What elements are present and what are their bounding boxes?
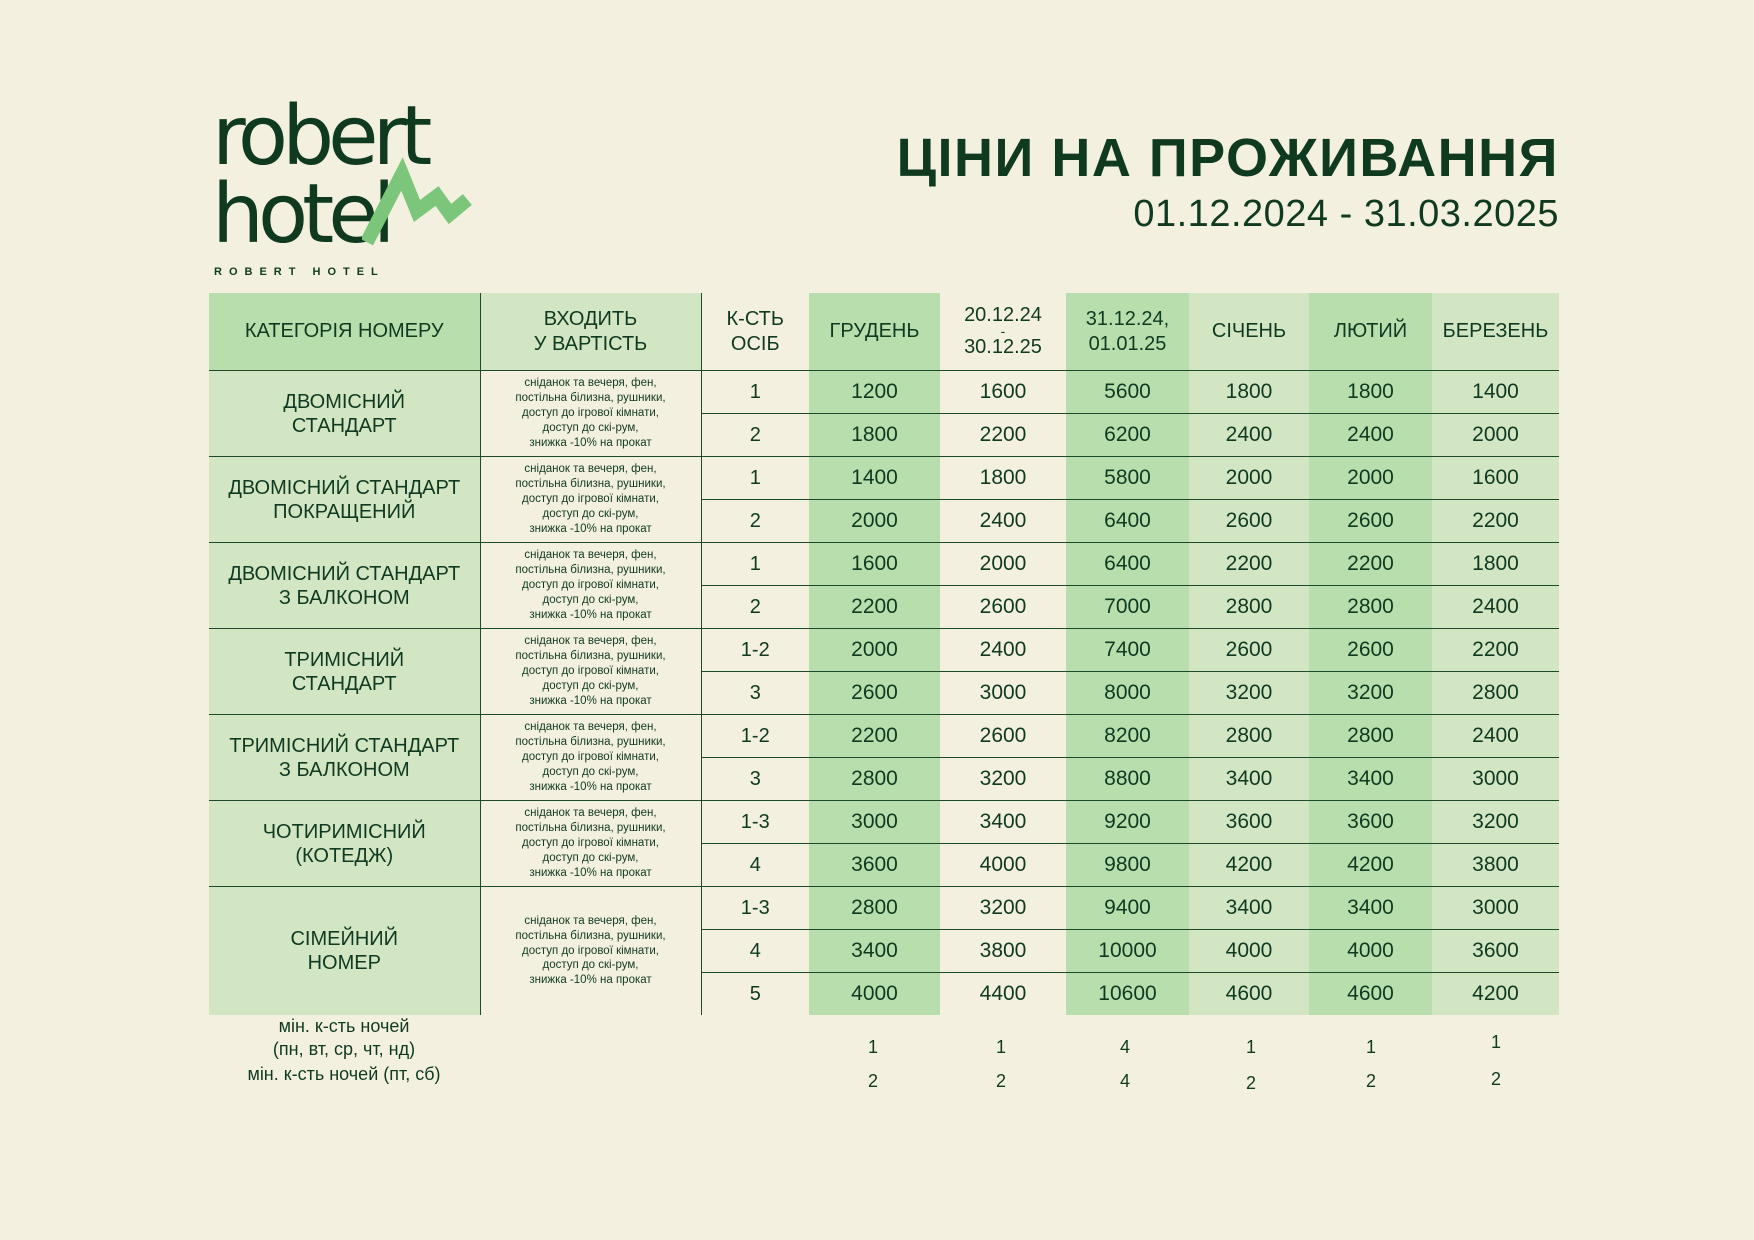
included-services-line: знижка -10% на прокат xyxy=(529,866,652,879)
price-holiday1: 2600 xyxy=(940,586,1066,629)
included-services-line: доступ до ігрової кімнати, xyxy=(522,579,659,592)
included-services xyxy=(480,629,701,715)
logo-word-hotel: hotel xyxy=(212,167,390,262)
price-december: 2000 xyxy=(809,500,940,543)
persons-count: 2 xyxy=(701,586,809,629)
price-january: 1800 xyxy=(1189,371,1309,414)
price-december: 2200 xyxy=(809,586,940,629)
room-category-line: З БАЛКОНОМ xyxy=(278,586,410,609)
hotel-logo xyxy=(212,89,492,278)
included-services-line: знижка -10% на прокат xyxy=(529,694,652,707)
page-heading xyxy=(897,130,1559,236)
header-january: СІЧЕНЬ xyxy=(1189,293,1309,371)
price-february: 3200 xyxy=(1309,672,1432,715)
included-services-line: доступ до ігрової кімнати, xyxy=(522,665,659,678)
price-march: 3200 xyxy=(1432,801,1559,844)
price-march: 1600 xyxy=(1432,457,1559,500)
room-category xyxy=(209,715,480,801)
price-march: 2200 xyxy=(1432,629,1559,672)
included-services xyxy=(480,371,701,457)
price-march: 3000 xyxy=(1432,758,1559,801)
room-category-line: (КОТЕДЖ) xyxy=(295,844,394,867)
persons-count: 1-3 xyxy=(701,887,809,930)
included-services xyxy=(480,543,701,629)
price-holiday1: 2400 xyxy=(940,500,1066,543)
price-march: 1800 xyxy=(1432,543,1559,586)
room-category xyxy=(209,457,480,543)
min-nights-section xyxy=(209,1015,1559,1103)
persons-count: 2 xyxy=(701,414,809,457)
price-january: 3400 xyxy=(1189,887,1309,930)
included-services-line: доступ до скі-рум, xyxy=(542,507,639,520)
price-february: 4000 xyxy=(1309,930,1432,973)
price-december: 1200 xyxy=(809,371,940,414)
persons-count: 1 xyxy=(701,543,809,586)
included-services-line: доступ до скі-рум, xyxy=(542,593,639,606)
price-holiday2: 8800 xyxy=(1066,758,1189,801)
room-category-line: ЧОТИРИМІСНИЙ xyxy=(262,820,426,843)
table-body xyxy=(209,371,1559,1016)
price-february: 2600 xyxy=(1309,629,1432,672)
price-holiday1: 3200 xyxy=(940,887,1066,930)
included-services-line: доступ до скі-рум, xyxy=(542,421,639,434)
header-includes: ВХОДИТЬ У ВАРТІСТЬ xyxy=(480,293,701,371)
price-holiday1: 1800 xyxy=(940,457,1066,500)
price-january: 4000 xyxy=(1189,930,1309,973)
price-march: 2400 xyxy=(1432,715,1559,758)
min-nights-weekend-december: 2 xyxy=(867,1071,878,1091)
price-february: 2800 xyxy=(1309,586,1432,629)
price-december: 1600 xyxy=(809,543,940,586)
price-december: 2200 xyxy=(809,715,940,758)
price-january: 2000 xyxy=(1189,457,1309,500)
room-category-line: СТАНДАРТ xyxy=(291,672,397,695)
min-nights-weekday-holiday1: 1 xyxy=(995,1037,1006,1057)
page-title: ЦІНИ НА ПРОЖИВАННЯ xyxy=(896,128,1559,188)
room-category-line: З БАЛКОНОМ xyxy=(278,758,410,781)
included-services-line: сніданок та вечеря, фен, xyxy=(524,377,657,390)
min-nights-weekend-holiday1: 2 xyxy=(995,1071,1006,1091)
price-holiday1: 2600 xyxy=(940,715,1066,758)
price-january: 2800 xyxy=(1189,715,1309,758)
price-holiday1: 2400 xyxy=(940,629,1066,672)
min-nights-weekend-row xyxy=(209,1063,1559,1103)
price-holiday2: 5800 xyxy=(1066,457,1189,500)
header-march: БЕРЕЗЕНЬ xyxy=(1432,293,1559,371)
price-february: 2000 xyxy=(1309,457,1432,500)
logo-word-robert: robert xyxy=(212,89,427,184)
header-december: ГРУДЕНЬ xyxy=(809,293,940,371)
persons-count: 1-2 xyxy=(701,715,809,758)
room-category xyxy=(209,629,480,715)
price-february: 1800 xyxy=(1309,371,1432,414)
price-january: 2600 xyxy=(1189,629,1309,672)
price-december: 3400 xyxy=(809,930,940,973)
price-holiday1: 2200 xyxy=(940,414,1066,457)
price-holiday2: 6400 xyxy=(1066,543,1189,586)
persons-count: 5 xyxy=(749,982,761,1005)
price-february: 3600 xyxy=(1309,801,1432,844)
price-february: 2600 xyxy=(1309,500,1432,543)
price-march: 2200 xyxy=(1432,500,1559,543)
included-services xyxy=(480,457,701,543)
price-holiday2: 5600 xyxy=(1066,371,1189,414)
price-january: 3200 xyxy=(1189,672,1309,715)
min-nights-weekend-january: 2 xyxy=(1245,1073,1256,1093)
header-persons: К-СТЬ ОСІБ xyxy=(701,293,809,371)
persons-count: 3 xyxy=(701,758,809,801)
price-february: 4600 xyxy=(1309,973,1432,1016)
logo-caption: ROBERT HOTEL xyxy=(214,266,385,278)
price-march: 2000 xyxy=(1432,414,1559,457)
included-services-line: постільна білизна, рушники, xyxy=(515,650,666,663)
price-january: 2200 xyxy=(1189,543,1309,586)
included-services-line: доступ до ігрової кімнати, xyxy=(522,751,659,764)
table-row xyxy=(209,887,1559,930)
included-services xyxy=(480,801,701,887)
included-services-line: знижка -10% на прокат xyxy=(529,436,652,449)
persons-count: 1 xyxy=(701,371,809,414)
room-category-line: ДВОМІСНИЙ СТАНДАРТ xyxy=(228,476,461,499)
included-services-line: постільна білизна, рушники, xyxy=(515,564,666,577)
price-december: 2000 xyxy=(809,629,940,672)
price-march: 3000 xyxy=(1432,887,1559,930)
included-services-line: постільна білизна, рушники, xyxy=(515,392,666,405)
included-services-line: постільна білизна, рушники, xyxy=(515,736,666,749)
persons-count: 1 xyxy=(701,457,809,500)
included-services-line: сніданок та вечеря, фен, xyxy=(524,635,657,648)
included-services xyxy=(480,887,701,1016)
room-category-line: СТАНДАРТ xyxy=(291,414,397,437)
included-services-line: доступ до ігрової кімнати, xyxy=(522,407,659,420)
included-services-line: знижка -10% на прокат xyxy=(529,780,652,793)
persons-count: 2 xyxy=(701,500,809,543)
included-services-line: сніданок та вечеря, фен, xyxy=(524,914,657,927)
included-services-line: доступ до ігрової кімнати, xyxy=(522,493,659,506)
min-nights-weekday-march: 1 xyxy=(1490,1032,1501,1052)
header-holiday-period-1: 20.12.24 - 30.12.25 xyxy=(940,293,1066,371)
price-december: 2800 xyxy=(809,887,940,930)
price-march: 2800 xyxy=(1432,672,1559,715)
header-february: ЛЮТИЙ xyxy=(1309,293,1432,371)
included-services-line: знижка -10% на прокат xyxy=(529,974,652,987)
table-row xyxy=(209,371,1559,414)
price-february: 3400 xyxy=(1309,758,1432,801)
min-nights-weekend-march: 2 xyxy=(1490,1069,1501,1089)
header-holiday-period-2: 31.12.24, 01.01.25 xyxy=(1066,293,1189,371)
price-holiday1: 4400 xyxy=(979,982,1027,1005)
included-services-line: постільна білизна, рушники, xyxy=(515,478,666,491)
table-row xyxy=(209,629,1559,672)
price-january: 2400 xyxy=(1189,414,1309,457)
included-services-line: знижка -10% на прокат xyxy=(529,608,652,621)
room-category xyxy=(209,887,480,1016)
price-december: 1400 xyxy=(809,457,940,500)
included-services-line: доступ до ігрової кімнати, xyxy=(522,944,659,957)
persons-count: 3 xyxy=(701,672,809,715)
price-holiday1: 3000 xyxy=(940,672,1066,715)
price-holiday2: 7000 xyxy=(1066,586,1189,629)
min-nights-weekday-december: 1 xyxy=(867,1037,878,1057)
min-nights-weekday-row xyxy=(209,1015,1559,1063)
table-row xyxy=(209,457,1559,500)
price-holiday2: 8000 xyxy=(1066,672,1189,715)
room-category-line: ПОКРАЩЕНИЙ xyxy=(273,500,416,523)
price-holiday1: 3200 xyxy=(940,758,1066,801)
price-february: 2800 xyxy=(1309,715,1432,758)
room-category xyxy=(209,543,480,629)
price-february: 3400 xyxy=(1309,887,1432,930)
included-services-line: знижка -10% на прокат xyxy=(529,522,652,535)
price-march: 4200 xyxy=(1432,973,1559,1016)
price-december: 3000 xyxy=(809,801,940,844)
persons-count: 4 xyxy=(701,844,809,887)
room-category-line: НОМЕР xyxy=(307,952,381,974)
price-january: 4600 xyxy=(1189,973,1309,1016)
min-nights-weekend-holiday2: 4 xyxy=(1119,1071,1130,1091)
included-services-line: доступ до скі-рум, xyxy=(542,679,639,692)
price-december: 3600 xyxy=(809,844,940,887)
persons-count: 4 xyxy=(701,930,809,973)
included-services-line: доступ до ігрової кімнати, xyxy=(522,837,659,850)
price-february: 2400 xyxy=(1309,414,1432,457)
included-services-line: доступ до скі-рум, xyxy=(542,851,639,864)
price-march: 3600 xyxy=(1432,930,1559,973)
included-services xyxy=(480,715,701,801)
included-services-line: сніданок та вечеря, фен, xyxy=(524,463,657,476)
price-holiday2: 9800 xyxy=(1066,844,1189,887)
price-holiday2: 8200 xyxy=(1066,715,1189,758)
price-holiday2: 6200 xyxy=(1066,414,1189,457)
price-february: 2200 xyxy=(1309,543,1432,586)
price-january: 2600 xyxy=(1189,500,1309,543)
price-december: 1800 xyxy=(809,414,940,457)
persons-count: 1-3 xyxy=(701,801,809,844)
price-march: 2400 xyxy=(1432,586,1559,629)
table-row xyxy=(209,801,1559,844)
price-table xyxy=(209,293,1559,1015)
included-services-line: сніданок та вечеря, фен, xyxy=(524,549,657,562)
included-services-line: доступ до скі-рум, xyxy=(542,765,639,778)
included-services-line: постільна білизна, рушники, xyxy=(515,929,666,942)
price-holiday1: 4000 xyxy=(940,844,1066,887)
persons-count: 1-2 xyxy=(701,629,809,672)
room-category-line: СІМЕЙНИЙ xyxy=(290,928,399,950)
price-december: 2600 xyxy=(809,672,940,715)
included-services-line: постільна білизна, рушники, xyxy=(515,822,666,835)
room-category xyxy=(209,371,480,457)
price-january: 3600 xyxy=(1189,801,1309,844)
price-holiday2: 9400 xyxy=(1066,887,1189,930)
price-december: 4000 xyxy=(809,973,940,1016)
price-holiday2: 6400 xyxy=(1066,500,1189,543)
table-row xyxy=(209,715,1559,758)
price-holiday2: 9200 xyxy=(1066,801,1189,844)
header-category: КАТЕГОРІЯ НОМЕРУ xyxy=(209,293,480,371)
table-header-row xyxy=(209,293,1559,371)
included-services-line: сніданок та вечеря, фен, xyxy=(524,721,657,734)
price-march: 1400 xyxy=(1432,371,1559,414)
price-january: 4200 xyxy=(1189,844,1309,887)
price-december: 2800 xyxy=(809,758,940,801)
room-category-line: ТРИМІСНИЙ xyxy=(284,648,405,671)
min-nights-weekday-january: 1 xyxy=(1245,1037,1256,1057)
price-january: 2800 xyxy=(1189,586,1309,629)
room-category-line: ДВОМІСНИЙ xyxy=(283,390,406,413)
mountain-zigzag-icon xyxy=(362,156,492,246)
room-category xyxy=(209,801,480,887)
price-holiday1: 3400 xyxy=(940,801,1066,844)
table-row xyxy=(209,543,1559,586)
season-dates: 01.12.2024 - 31.03.2025 xyxy=(1133,192,1559,235)
min-nights-weekend-february: 2 xyxy=(1365,1071,1376,1091)
price-january: 3400 xyxy=(1189,758,1309,801)
min-nights-weekday-holiday2: 4 xyxy=(1119,1037,1130,1057)
min-nights-weekend-label: мін. к-сть ночей (пт, сб) xyxy=(247,1064,441,1084)
price-holiday2: 10000 xyxy=(1066,930,1189,973)
price-holiday2: 10600 xyxy=(1066,973,1189,1016)
min-nights-weekday-february: 1 xyxy=(1365,1037,1376,1057)
included-services-line: сніданок та вечеря, фен, xyxy=(524,807,657,820)
room-category-line: ТРИМІСНИЙ СТАНДАРТ xyxy=(229,734,460,757)
price-march: 3800 xyxy=(1432,844,1559,887)
price-february: 4200 xyxy=(1309,844,1432,887)
price-holiday1: 2000 xyxy=(940,543,1066,586)
included-services-line: доступ до скі-рум, xyxy=(542,959,639,972)
price-holiday1: 3800 xyxy=(940,930,1066,973)
min-nights-weekday-label: мін. к-сть ночей (пн, вт, ср, чт, нд) xyxy=(272,1016,416,1059)
room-category-line: ДВОМІСНИЙ СТАНДАРТ xyxy=(228,562,461,585)
price-holiday2: 7400 xyxy=(1066,629,1189,672)
price-holiday1: 1600 xyxy=(940,371,1066,414)
